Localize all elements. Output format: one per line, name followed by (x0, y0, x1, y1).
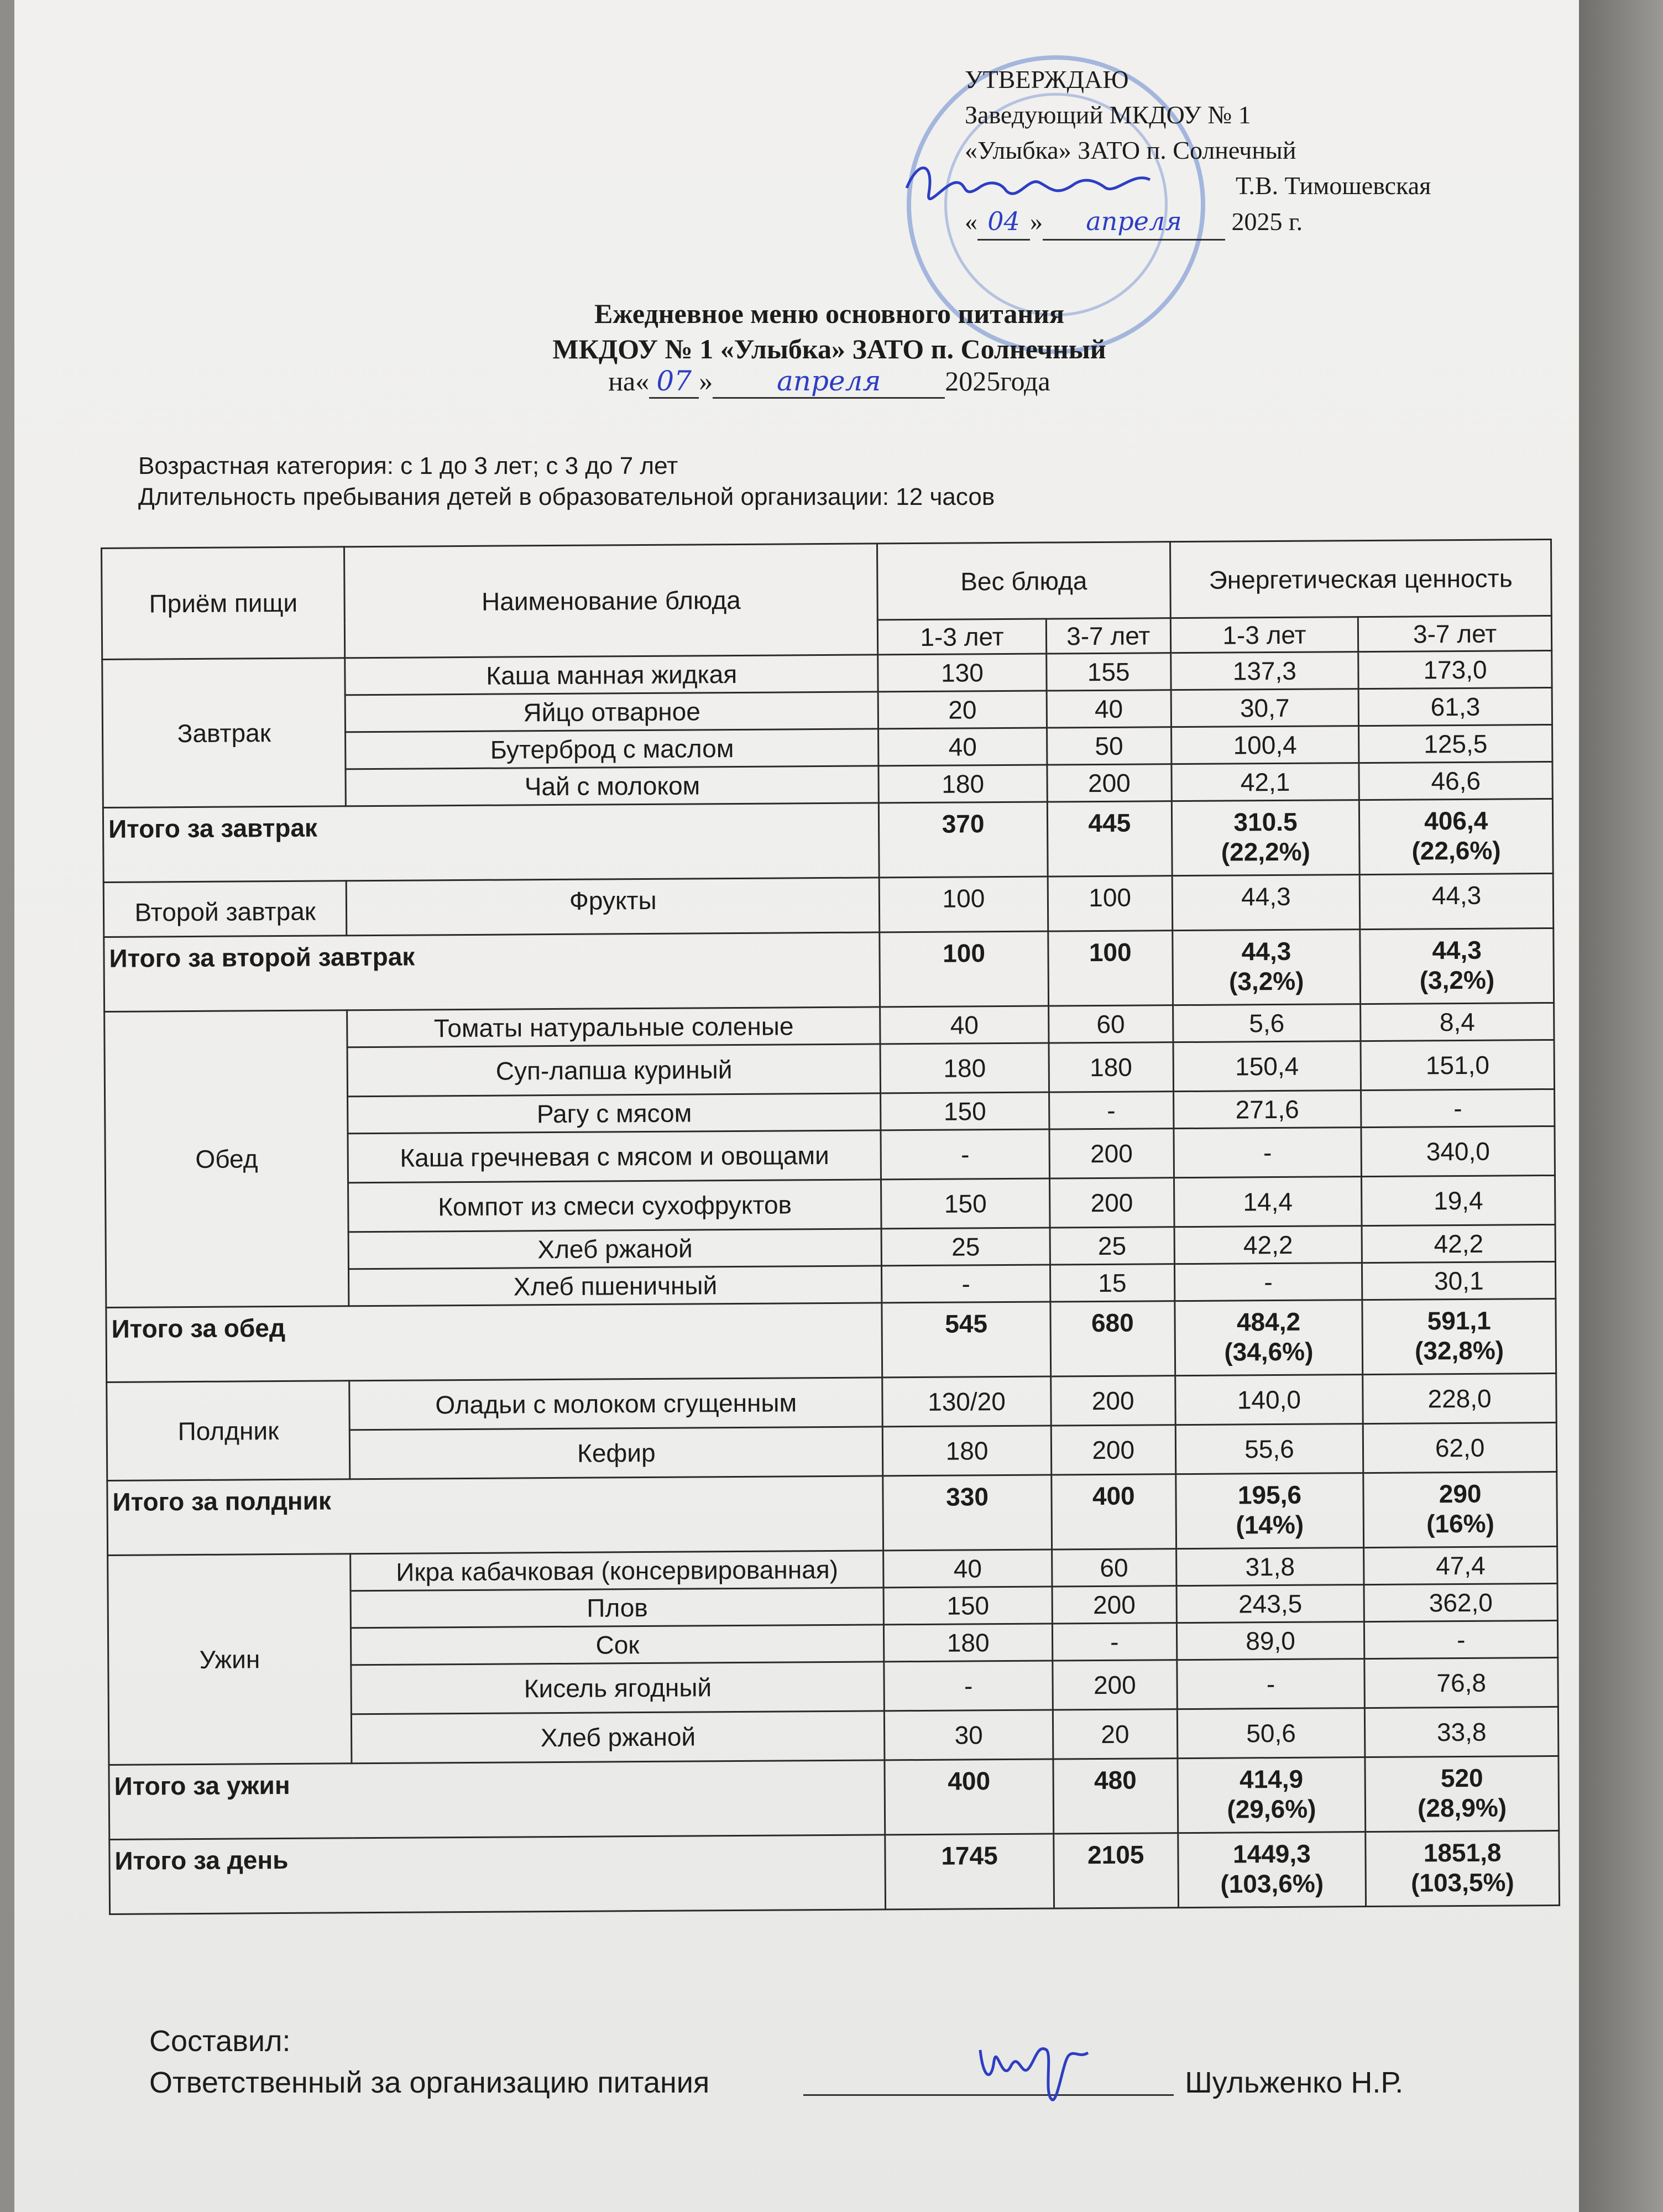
total-row-breakfast: Итого за завтрак 370 445 310.5 (22,2%) 406,4 (22,6%) (103, 799, 1553, 882)
table-row: Хлеб ржаной 30 20 50,6 33,8 (108, 1707, 1558, 1765)
table-row: Бутерброд с маслом 40 50 100,4 125,5 (103, 724, 1552, 770)
header-dish: Наименование блюда (344, 544, 878, 658)
responsible-signature-icon (969, 2028, 1096, 2105)
compiled-label: Составил: (149, 2025, 291, 2058)
table-row: Плов 150 200 243,5 362,0 (108, 1583, 1557, 1629)
approval-heading: УТВЕРЖДАЮ (965, 65, 1129, 93)
table-header-row (102, 539, 1552, 624)
header-weight-age-3-7: 3-7 лет (1046, 618, 1170, 654)
header-energy: Энергетическая ценность (1170, 539, 1551, 618)
table-row: Кисель ягодный - 200 - 76,8 (108, 1657, 1558, 1715)
table-row: Каша гречневая с мясом и овощами - 200 - 340,0 (105, 1126, 1555, 1184)
table-row: Завтрак Каша манная жидкая 130 155 137,3 173,0 (102, 650, 1552, 696)
approval-year: 2025 г. (1231, 207, 1303, 236)
header-weight: Вес блюда (877, 542, 1170, 620)
approval-date: « 04 » апреля 2025 г. (965, 204, 1518, 241)
table-row: Хлеб пшеничный - 15 - 30,1 (106, 1261, 1555, 1307)
meal-dinner: Ужин (108, 1554, 352, 1765)
signature-line (803, 2061, 1174, 2096)
meal-second-breakfast: Второй завтрак (103, 881, 347, 937)
header-weight-age-1-3: 1-3 лет (878, 619, 1047, 655)
meal-breakfast: Завтрак (102, 658, 346, 808)
title-line-2: МКДОУ № 1 «Улыбка» ЗАТО п. Солнечный (552, 333, 1106, 364)
table-row: Хлеб ржаной 25 25 42,2 42,2 (106, 1224, 1555, 1270)
table-row: Обед Томаты натуральные соленые 40 60 5,6 8,4 (104, 1003, 1554, 1048)
approval-organization: «Улыбка» ЗАТО п. Солнечный (965, 136, 1296, 164)
approval-signer: Т.В. Тимошевская (1236, 171, 1431, 200)
table-row: Ужин Икра кабачковая (консервированная) 40 60 31,8 47,4 (108, 1546, 1557, 1592)
menu-date: на« 07 » апреля 2025года (498, 365, 1161, 399)
document-footer (149, 2021, 1587, 2103)
age-category: Возрастная категория: с 1 до 3 лет; с 3 до 7 лет (138, 452, 678, 479)
responsible-role: Ответственный за организацию питания (149, 2066, 710, 2099)
responsible-name: Шульженко Н.Р. (1185, 2066, 1404, 2099)
header-energy-age-1-3: 1-3 лет (1170, 617, 1358, 653)
meal-snack: Полдник (107, 1381, 351, 1481)
table-row: Полдник Оладьи с молоком сгущенным 130/20 200 140,0 228,0 (107, 1373, 1556, 1431)
meal-lunch: Обед (104, 1010, 349, 1308)
table-row: Чай с молоком 180 200 42,1 46,6 (103, 761, 1552, 807)
approval-month: апреля (1043, 204, 1225, 241)
table-row: Сок 180 - 89,0 - (108, 1620, 1557, 1666)
table-row: Суп-лапша куриный 180 180 150,4 151,0 (104, 1040, 1554, 1098)
approval-day: 04 (977, 204, 1030, 241)
total-row-dinner: Итого за ужин 400 480 414,9 (29,6%) 520 (28,9%) (109, 1756, 1559, 1839)
table-row: Кефир 180 200 55,6 62,0 (107, 1422, 1556, 1480)
table-row: Компот из смеси сухофруктов 150 200 14,4 19,4 (106, 1175, 1555, 1233)
total-row-snack: Итого за полдник 330 400 195,6 (14%) 290 (16%) (107, 1472, 1557, 1555)
menu-meta (138, 451, 1465, 513)
menu-day: 07 (649, 365, 699, 399)
header-energy-age-3-7: 3-7 лет (1358, 615, 1552, 651)
table-row: Яйцо отварное 20 40 30,7 61,3 (102, 687, 1552, 733)
approval-position: Заведующий МКДОУ № 1 (965, 101, 1251, 129)
total-row-second-breakfast: Итого за второй завтрак 100 100 44,3 (3,2%) 44,3 (3,2%) (104, 928, 1554, 1011)
document-title (442, 296, 1216, 367)
table-row: Второй завтрак Фрукты 100 100 44,3 44,3 (103, 873, 1554, 937)
stay-duration: Длительность пребывания детей в образовательной организации: 12 часов (138, 483, 995, 510)
total-row-day: Итого за день 1745 2105 1449,3 (103,6%) 1851,8 (103,5%) (109, 1830, 1560, 1914)
menu-year: 2025года (945, 366, 1050, 397)
total-row-lunch: Итого за обед 545 680 484,2 (34,6%) 591,1 (32,8%) (106, 1298, 1556, 1382)
header-meal: Приём пищи (102, 547, 346, 660)
title-line-1: Ежедневное меню основного питания (594, 298, 1065, 329)
table-row: Рагу с мясом 150 - 271,6 - (105, 1089, 1555, 1135)
menu-table (101, 539, 1560, 1915)
director-signature-icon (896, 149, 1205, 227)
background-edge (1579, 0, 1663, 2212)
menu-month: апреля (713, 365, 945, 399)
